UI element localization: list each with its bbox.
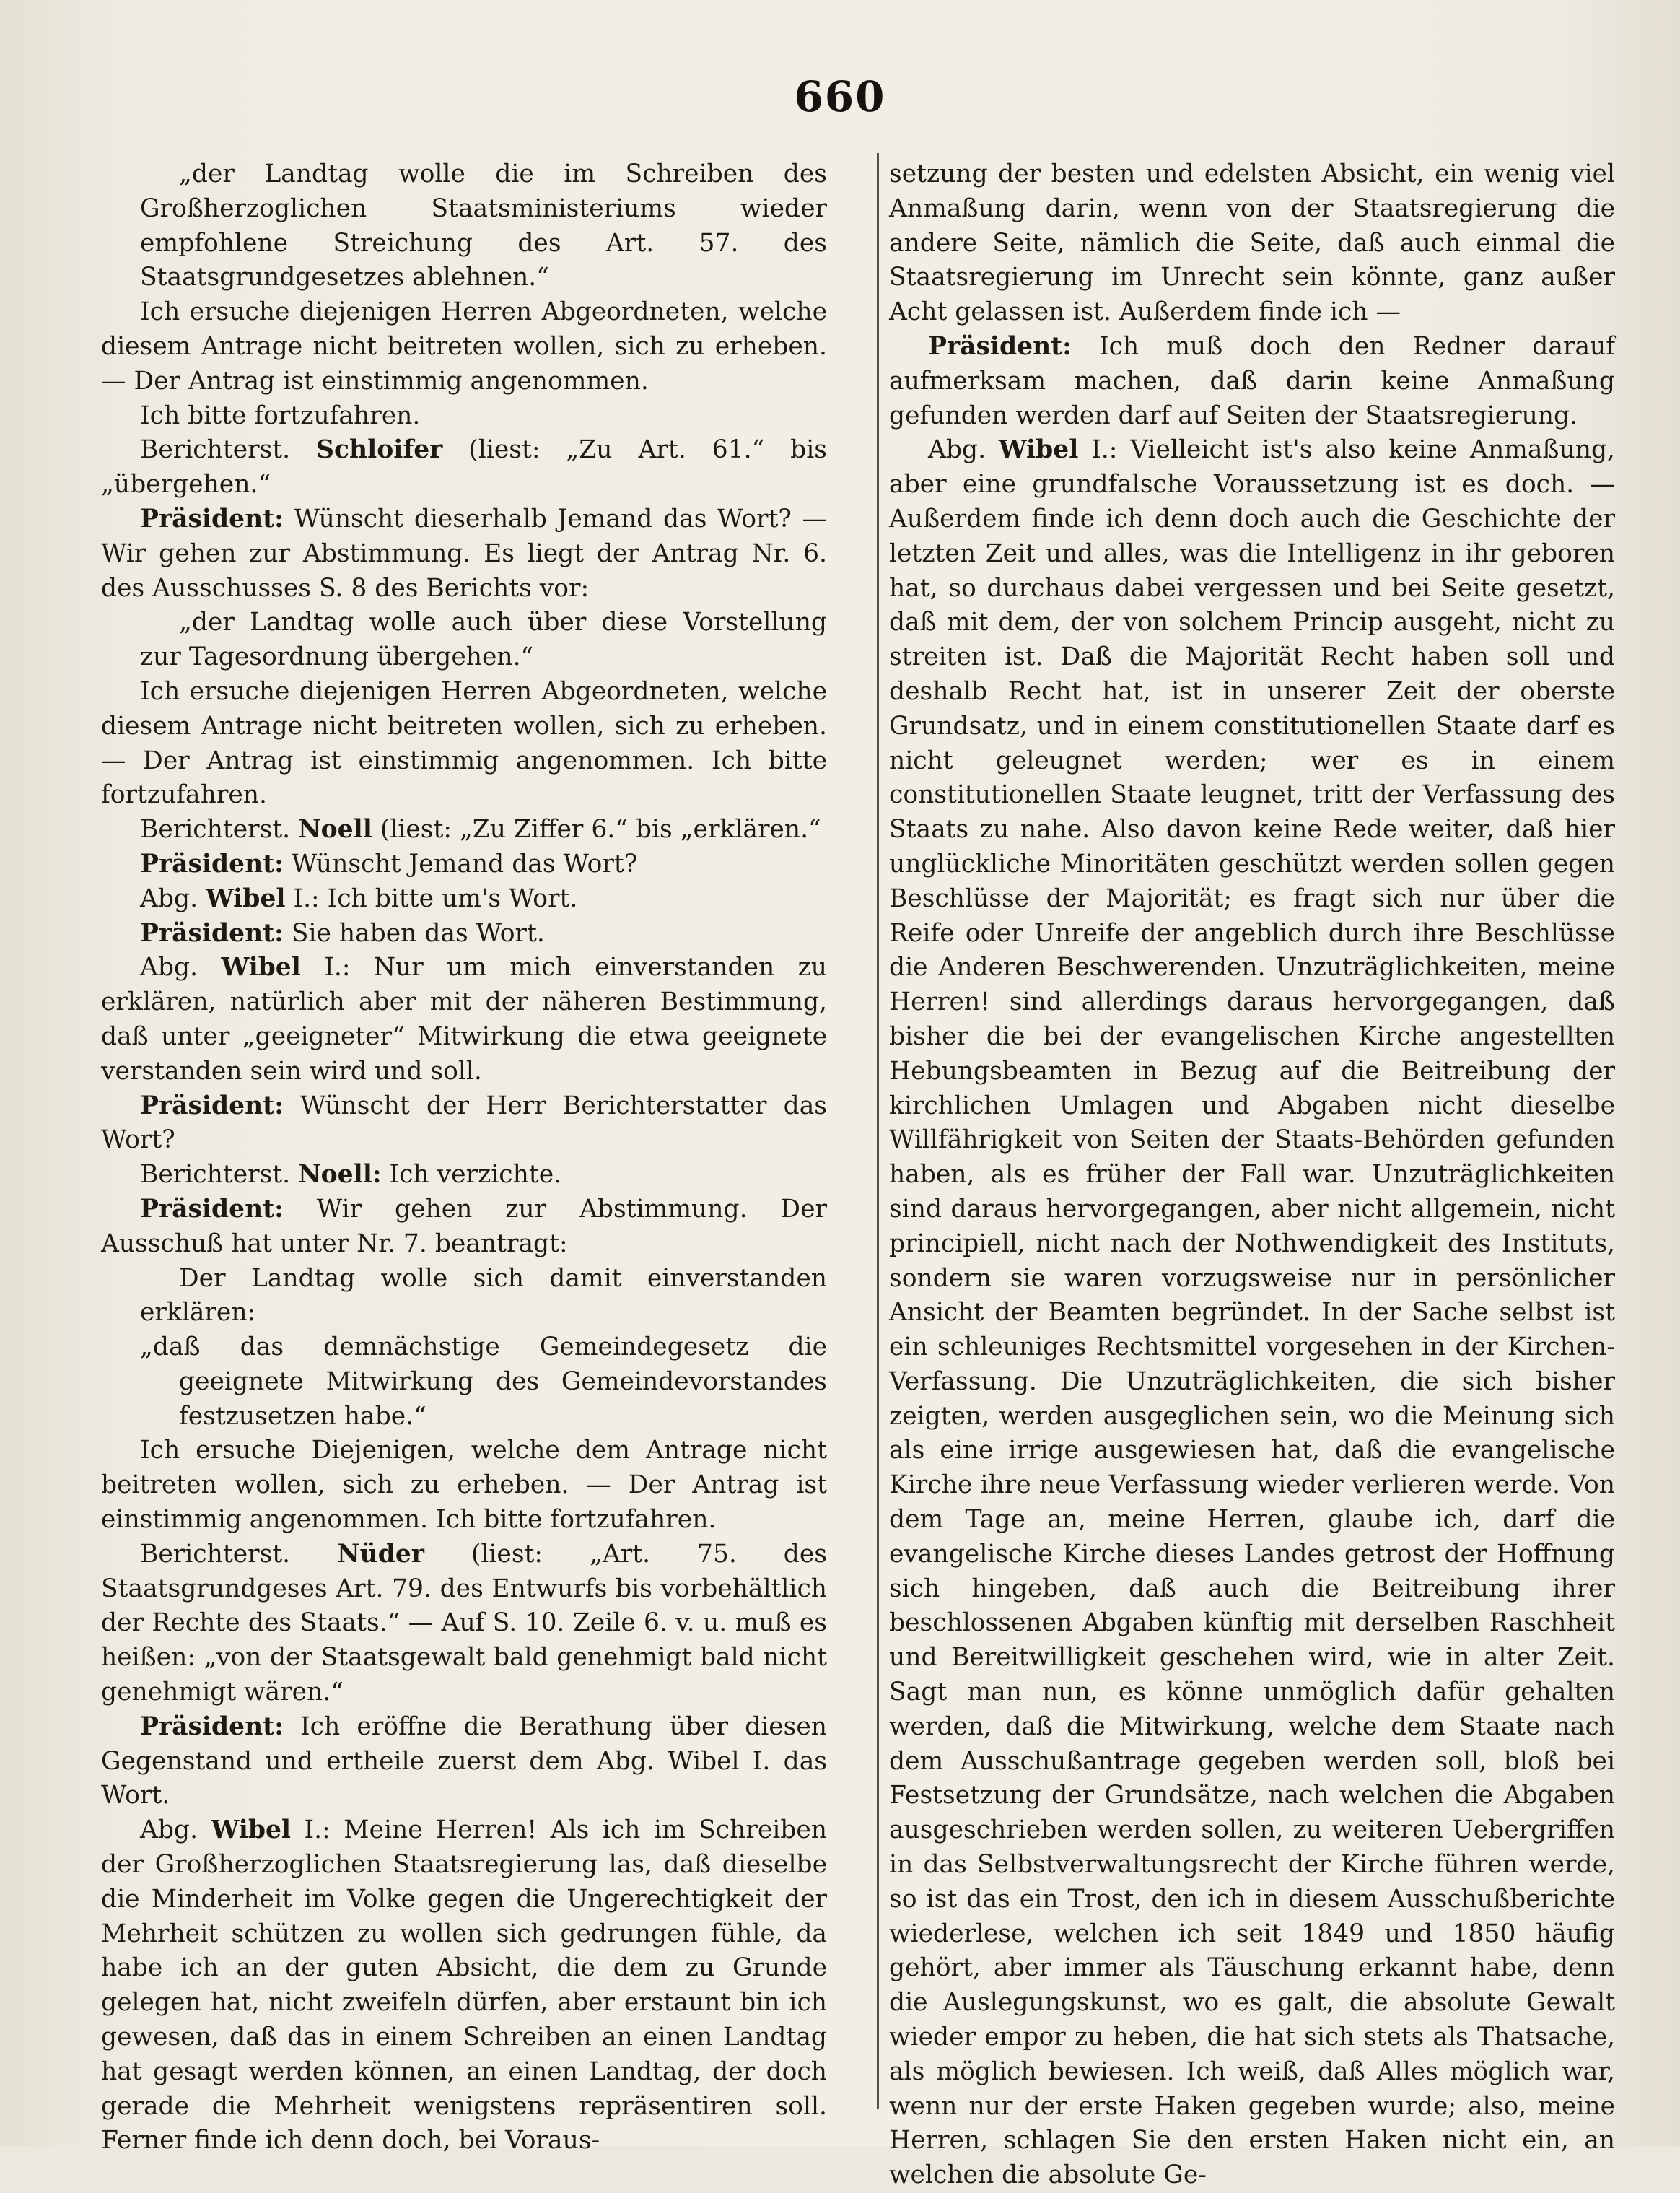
paragraph-text: Wünscht dieserhalb Jemand das Wort? — Wir gehen zur Abstimmung. Es liegt der Antrag Nr. 6. des Ausschusses S. 8 des Berichts vor: (101, 504, 828, 603)
paragraph (101, 917, 827, 951)
paragraph (101, 1262, 827, 1331)
paragraph-text: I.: Vielleicht ist's also keine Anmaßung, aber eine grundfalsche Voraussetzung ist es doch. — Außerdem finde ich denn doch auch die Geschichte der letzten Zeit und alles, was die Intelligenz in ihr geboren hat, so durchaus dabei vergessen und bei Seite gesetzt, daß mit dem, der von solchem Princip ausgeht, nicht zu streiten ist. Daß die Majorität Recht haben soll und deshalb Recht hat, ist in unserer Zeit der oberste Grundsatz, und in einem constitutionellen Staate darf es nicht geleugnet werden; wer es in einem constitutionellen Staate leugnet, tritt der Verfassung des Staats zu nahe. Also davon keine Rede weiter, daß hier unglückliche Minoritäten geschützt werden sollen gegen Beschlüsse der Majorität; es fragt sich nur über die Reife oder Unreife der angeblich durch ihre Beschlüsse die Anderen Beschwerenden. Unzuträglichkeiten, meine Herren! sind allerdings daraus hervorgegangen, daß bisher die bei der evangelischen Kirche angestellten Hebungsbeamten in Bezug auf die Beitreibung der kirchlichen Umlagen und Abgaben nicht dieselbe Willfährigkeit von Seiten der Staats-Behörden gefunden haben, als es früher der Fall war. Unzuträglichkeiten sind daraus hervorgegangen, aber nicht allgemein, nicht principiell, nicht nach der Nothwendigkeit des Instituts, sondern sie waren vorzugsweise nur in persönlicher Ansicht der Beamten begründet. In der Sache selbst ist ein schleuniges Rechtsmittel vorgesehen in der Kirchen-Verfassung. Die Unzuträglichkeiten, die sich bisher zeigten, werden ausgeglichen sein, wo die Meinung sich als eine irrige ausgewiesen hat, daß die evangelische Kirche ihre neue Verfassung wieder verlieren werde. Von dem Tage an, meine Herren, glaube ich, darf die evangelische Kirche dieses Landes getrost der Hoffnung sich hingeben, daß auch die Beitreibung ihrer beschlossenen Abgaben künftig mit derselben Raschheit und Bereitwilligkeit geschehen wird, wie in alter Zeit. Sagt man nun, es könne unmöglich dafür gehalten werden, daß die Mitwirkung, welche dem Staate nach dem Ausschußantrage gegeben werden soll, bloß bei Festsetzung der Grundsätze, nach welchen die Abgaben ausgeschrieben werden sollen, zu weiteren Uebergriffen in das Selbstverwaltungsrecht der Kirche führen werde, so ist das ein Trost, den ich in diesem Ausschußberichte wiederlese, welchen ich seit 1849 und 1850 häufig gehört, aber immer als Täuschung erkannt habe, denn die Auslegungskunst, wo es galt, die absolute Gewalt wieder empor zu heben, die hat sich stets als Thatsache, als möglich bewiesen. Ich weiß, daß Alles möglich war, wenn nur der erste Haken gegeben wurde; also, meine Herren, schlagen Sie den ersten Haken nicht ein, an welchen die absolute Ge- (889, 435, 1615, 2190)
right-column (889, 157, 1615, 2190)
paragraph (101, 813, 827, 847)
speaker-name: Noell: (298, 1160, 382, 1190)
speaker-name: Präsident: (140, 1712, 284, 1741)
speaker-role: Abg. (928, 435, 986, 465)
speaker-name: Präsident: (140, 1194, 284, 1224)
paragraph-text: Ich muß doch den Redner darauf aufmerksam machen, daß darin keine Anmaßung gefunden werden darf auf Seiten der Staatsregierung. (889, 331, 1615, 430)
paragraph (101, 1710, 827, 1813)
paragraph-text: „der Landtag wolle auch über diese Vorstellung zur Tagesordnung übergehen.“ (140, 608, 827, 672)
paragraph (101, 433, 827, 502)
speaker-name: Wibel (206, 884, 286, 913)
paragraph-text: Wir gehen zur Abstimmung. Der Ausschuß hat unter Nr. 7. beantragt: (101, 1194, 827, 1258)
speaker-name: Präsident: (140, 504, 284, 533)
paragraph-text: Wünscht Jemand das Wort? (291, 849, 638, 878)
paragraph (889, 157, 1615, 330)
left-column (101, 157, 828, 2155)
paragraph (101, 847, 827, 882)
paragraph (101, 157, 827, 295)
paragraph (101, 1538, 827, 1710)
paragraph-text: Ich eröffne die Berathung über diesen Gegenstand und ertheile zuerst dem Abg. Wibel I. das Wort. (101, 1712, 827, 1810)
paragraph-text: (liest: „Art. 75. des Staatsgrundgeses Art. 79. des Entwurfs bis vorbehältlich der Rechte des Staats.“ — Auf S. 10. Zeile 6. v. u. muß es heißen: „von der Staatsgewalt bald genehmigt bald nicht genehmigt wären.“ (101, 1539, 828, 1707)
paragraph-text: Sie haben das Wort. (291, 918, 545, 948)
speaker-name: Präsident: (140, 1091, 284, 1120)
paragraph (101, 1158, 827, 1193)
paragraph (101, 606, 827, 675)
paragraph-text: Ich verzichte. (389, 1160, 562, 1190)
paragraph-text: Ich ersuche diejenigen Herren Abgeordneten, welche diesem Antrage nicht beitreten wollen, sich zu erheben. — Der Antrag ist einstimmig angenommen. Ich bitte fortzufahren. (101, 676, 827, 810)
speaker-name: Wibel (998, 435, 1079, 465)
speaker-name: Nüder (337, 1539, 424, 1569)
paragraph (101, 951, 827, 1089)
paragraph-text: Ich ersuche Diejenigen, welche dem Antrage nicht beitreten wollen, sich zu erheben. — Der Antrag ist einstimmig angenommen. Ich bitte fortzufahren. (101, 1436, 827, 1535)
speaker-name: Wibel (221, 953, 301, 982)
speaker-name: Schloifer (316, 435, 443, 465)
paragraph-text: setzung der besten und edelsten Absicht, ein wenig viel Anmaßung darin, wenn von der Staatsregierung die andere Seite, nämlich die Seite, daß auch einmal die Staatsregierung im Unrecht sein könnte, ganz außer Acht gelassen ist. Außerdem finde ich — (889, 160, 1615, 327)
paragraph-text: Der Landtag wolle sich damit einverstanden erklären: (140, 1263, 827, 1327)
paragraph-text: „der Landtag wolle die im Schreiben des Großherzoglichen Staatsministeriums wieder empfohlene Streichung des Art. 57. des Staatsgrundgesetzes ablehnen.“ (140, 160, 827, 292)
paragraph (889, 330, 1615, 433)
paragraph-text: Ich bitte fortzufahren. (140, 401, 421, 430)
paragraph (101, 1330, 827, 1434)
paragraph (101, 675, 827, 813)
speaker-role: Abg. (140, 1815, 198, 1845)
speaker-name: Noell (298, 815, 372, 845)
speaker-name: Präsident: (140, 849, 284, 878)
speaker-role: Berichterst. (140, 1160, 291, 1190)
speaker-role: Berichterst. (140, 435, 291, 465)
paragraph (101, 502, 827, 606)
paragraph (101, 399, 827, 434)
page-number: 660 (794, 72, 886, 121)
speaker-name: Präsident: (140, 918, 284, 948)
paragraph (101, 1089, 827, 1159)
paragraph-text: I.: Ich bitte um's Wort. (293, 884, 578, 913)
speaker-role: Berichterst. (140, 815, 291, 845)
paragraph-text: „daß das demnächstige Gemeindegesetz die geeignete Mitwirkung des Gemeindevorstandes festzusetzen habe.“ (140, 1333, 827, 1431)
speaker-role: Abg. (140, 953, 198, 982)
paragraph (101, 295, 827, 398)
paragraph-text: Wünscht der Herr Berichterstatter das Wort? (101, 1091, 827, 1155)
paragraph (101, 1193, 827, 1262)
speaker-role: Berichterst. (140, 1539, 291, 1569)
paragraph-text: (liest: „Zu Art. 61.“ bis „übergehen.“ (101, 435, 828, 500)
paragraph (101, 1434, 827, 1537)
column-divider (877, 153, 879, 2109)
speaker-name: Präsident: (928, 331, 1072, 361)
paragraph (101, 882, 827, 917)
paragraph-text: I.: Nur um mich einverstanden zu erklären, natürlich aber mit der näheren Bestimmung, daß unter „geeigneter“ Mitwirkung die etwa geeignete verstanden sein wird und soll. (101, 953, 827, 1086)
paragraph-text: Ich ersuche diejenigen Herren Abgeordneten, welche diesem Antrage nicht beitreten wollen, sich zu erheben. — Der Antrag ist einstimmig angenommen. (101, 297, 827, 396)
paragraph (889, 433, 1615, 2193)
paragraph-text: (liest: „Zu Ziffer 6.“ bis „erklären.“ (380, 815, 821, 845)
paragraph-text: I.: Meine Herren! Als ich im Schreiben der Großherzoglichen Staatsregierung las, daß dieselbe die Minderheit im Volke gegen die Ungerechtigkeit der Mehrheit schützen zu wollen sich gedrungen fühle, da habe ich an der guten Absicht, die dem zu Grunde gelegen hat, nicht zweifeln dürfen, aber erstaunt bin ich gewesen, daß das in einem Schreiben an einen Landtag hat gesagt werden können, an einen Landtag, der doch gerade die Mehrheit wenigstens repräsentiren soll. Ferner finde ich denn doch, bei Voraus- (101, 1815, 828, 2155)
speaker-role: Abg. (140, 884, 198, 913)
paragraph (101, 1813, 827, 2158)
speaker-name: Wibel (211, 1815, 292, 1845)
